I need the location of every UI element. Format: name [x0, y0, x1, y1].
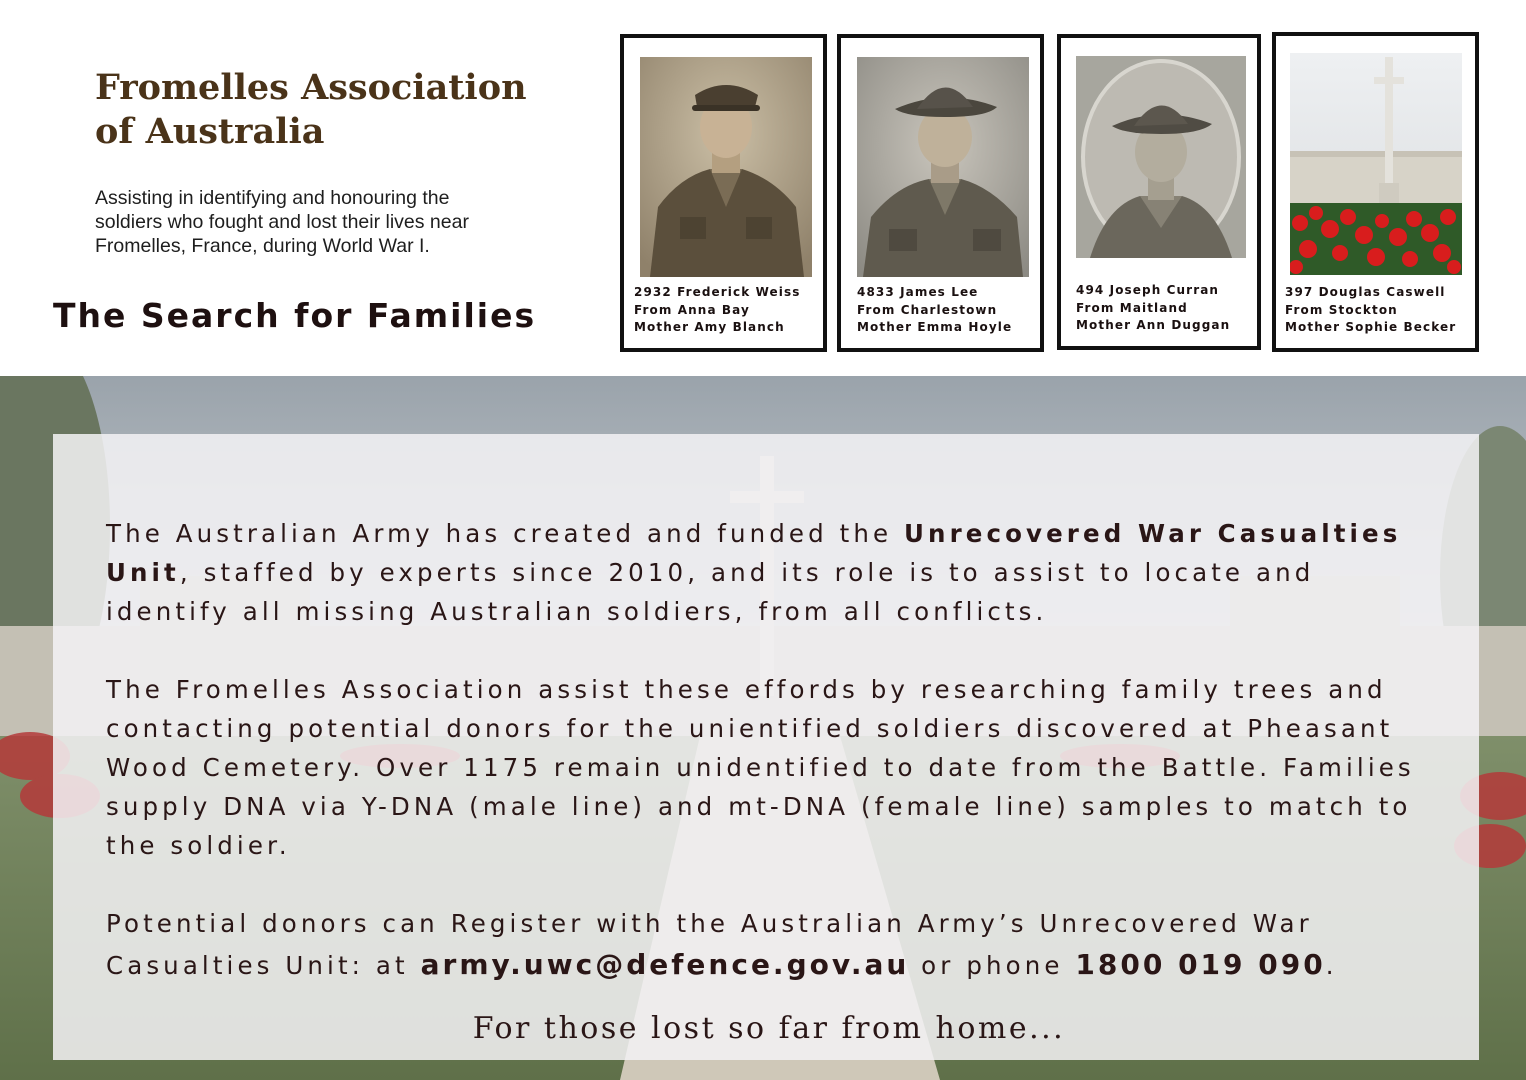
- soldier-name: 397 Douglas Caswell: [1285, 285, 1446, 299]
- org-subtitle-line3: Fromelles, France, during World War I.: [95, 235, 430, 257]
- section-title: The Search for Families: [53, 296, 537, 335]
- soldier-origin: From Charlestown: [857, 302, 998, 317]
- soldier-name: 2932 Frederick Weiss: [634, 285, 801, 299]
- soldier-card-lee: [837, 34, 1044, 352]
- paragraph-association: The Fromelles Association assist these effords by researching family trees and contacting potential donors for the unientified soldiers discovered at Pheasant Wood Cemetery. Over 1175 remain unidentified to date from the Battle. Families supply DNA via Y-DNA (male line) and mt-DNA (female line) samples to match to the soldier.: [106, 675, 1415, 860]
- soldier-mother: Mother Amy Blanch: [634, 320, 785, 334]
- org-title: [95, 66, 565, 154]
- soldier-mother: Mother Emma Hoyle: [857, 320, 1013, 334]
- header: [0, 0, 1526, 376]
- contact-phone[interactable]: 1800 019 090: [1075, 948, 1326, 981]
- org-subtitle-line2: soldiers who fought and lost their lives near: [95, 211, 469, 233]
- p3-text-end: .: [1325, 951, 1338, 980]
- org-subtitle-line1: Assisting in identifying and honouring the: [95, 187, 450, 209]
- soldier-caption-curran: [1076, 282, 1230, 335]
- soldier-caption-lee: [857, 284, 1012, 337]
- contact-email-link[interactable]: army.uwc@defence.gov.au: [420, 948, 910, 981]
- p3-text-phone: or phone: [909, 951, 1076, 980]
- org-title-line1: Fromelles Association: [95, 67, 527, 108]
- soldier-card-curran: [1057, 34, 1261, 350]
- soldier-card-caswell: [1272, 32, 1479, 352]
- paragraph-register: [106, 903, 1426, 986]
- tagline: For those lost so far from home...: [472, 1011, 1066, 1046]
- soldier-card-weiss: [620, 34, 827, 352]
- memorial-photo-caswell: [1290, 53, 1462, 275]
- soldier-caption-weiss: [634, 284, 800, 337]
- org-subtitle: [95, 186, 525, 258]
- p1-text-end: , staffed by experts since 2010, and its role is to assist to locate and identify all missing Australian soldiers, from all conflicts.: [106, 558, 1315, 626]
- soldier-name: 494 Joseph Curran: [1076, 283, 1220, 297]
- paragraph-uwc-unit: [106, 514, 1426, 631]
- soldier-origin: From Maitland: [1076, 300, 1188, 315]
- soldier-origin: From Stockton: [1285, 302, 1398, 317]
- soldier-photo-weiss: [640, 57, 812, 277]
- p3-text-start: Potential donors can Register with the Australian Army’s Unrecovered War Casualties Unit: at: [106, 909, 1313, 980]
- soldier-photo-curran: [1076, 56, 1246, 258]
- soldier-mother: Mother Sophie Becker: [1285, 320, 1457, 334]
- soldier-mother: Mother Ann Duggan: [1076, 318, 1231, 332]
- soldier-origin: From Anna Bay: [634, 302, 750, 317]
- soldier-caption-caswell: [1285, 284, 1456, 337]
- org-title-line2: of Australia: [95, 111, 325, 152]
- soldier-name: 4833 James Lee: [857, 285, 979, 299]
- soldier-photo-lee: [857, 57, 1029, 277]
- uwc-unit-name: Unrecovered War Casualties Unit: [106, 519, 1402, 587]
- p1-text-start: The Australian Army has created and funded the: [106, 519, 905, 548]
